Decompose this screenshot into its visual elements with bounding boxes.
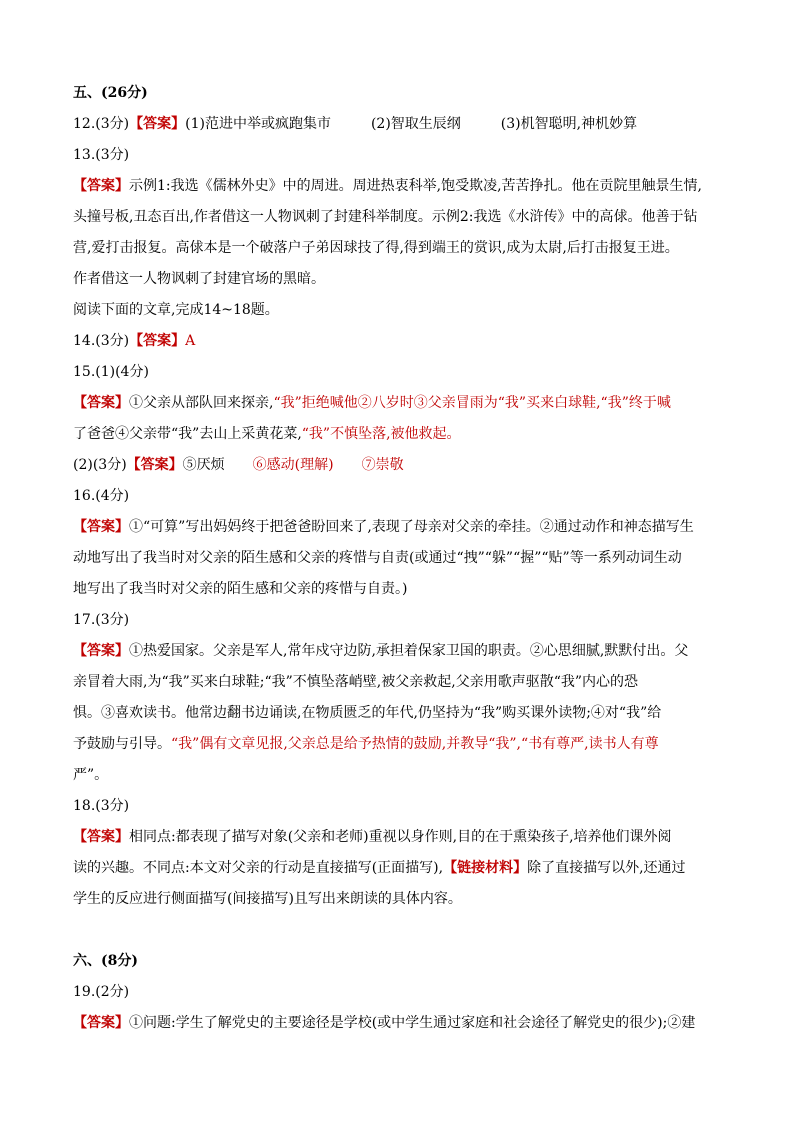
q13-text-1: 示例1:我选《儒林外史》中的周进。周进热衷科举,饱受欺凌,苦苦挣扎。他在贡院里触景生情, bbox=[129, 178, 702, 194]
q19-line-1 bbox=[73, 1008, 723, 1039]
q12-number: 12.(3分) bbox=[73, 116, 130, 132]
q17-answer-tag: 【答案】 bbox=[73, 643, 129, 659]
q12-line bbox=[73, 109, 723, 140]
q16-line-1 bbox=[73, 512, 723, 543]
q17-line-1 bbox=[73, 636, 723, 667]
q15-text-2b: “我”不慎坠落,被他救起。 bbox=[301, 426, 461, 442]
q17-line-2: 亲冒着大雨,为“我”买来白球鞋;“我”不慎坠落峭壁,被父亲救起,父亲用歌声驱散“我”内心的恐 bbox=[73, 674, 639, 690]
q15-part2-answer-c: ⑦崇敬 bbox=[361, 457, 404, 473]
q12-answer-tag: 【答案】 bbox=[129, 116, 186, 132]
q16-answer-tag: 【答案】 bbox=[73, 519, 129, 535]
q17-line-5: 严”。 bbox=[73, 767, 109, 783]
q17-text-4b: “我”偶有文章见报,父亲总是给予热情的鼓励,并教导“我”,“书有尊严,读书人有尊 bbox=[171, 736, 659, 752]
q12-answer-3: (3)机智聪明,神机妙算 bbox=[500, 116, 638, 132]
q18-text-2a: 读的兴趣。不同点:本文对父亲的行动是直接描写(正面描写), bbox=[73, 860, 444, 876]
q15-part2-number: (2)(3分) bbox=[73, 457, 127, 473]
q15-part2-answer-b: ⑥感动(理解) bbox=[252, 457, 334, 473]
q15-part2-answer-a: ⑤厌烦 bbox=[182, 457, 225, 473]
q13-line-3: 营,爱打击报复。高俅本是一个破落户子弟因球技了得,得到端王的赏识,成为太尉,后打击报复王进。 bbox=[73, 240, 679, 256]
q16-line-3: 地写出了我当时对父亲的陌生感和父亲的疼惜与自责。) bbox=[73, 581, 408, 597]
answer-document bbox=[73, 78, 723, 1039]
q18-number: 18.(3分) bbox=[73, 798, 130, 814]
q15-text-1b: “我”拒绝喊他②八岁时③父亲冒雨为“我”买来白球鞋,“我”终于喊 bbox=[273, 395, 671, 411]
q18-link-tag: 【链接材料】 bbox=[443, 860, 528, 876]
q14-answer: A bbox=[185, 333, 196, 349]
q14-answer-tag: 【答案】 bbox=[129, 333, 186, 349]
q13-line-4: 作者借这一人物讽刺了封建官场的黑暗。 bbox=[73, 271, 325, 287]
q17-line-4 bbox=[73, 729, 723, 760]
q17-text-4a: 予鼓励与引导。 bbox=[73, 736, 171, 752]
q19-number: 19.(2分) bbox=[73, 984, 130, 1000]
q15-text-2a: 了爸爸④父亲带“我”去山上采黄花菜, bbox=[73, 426, 302, 442]
q15-answer-tag: 【答案】 bbox=[73, 395, 129, 411]
q17-text-1: ①热爱国家。父亲是军人,常年戍守边防,承担着保家卫国的职责。②心思细腻,默默付出。父 bbox=[129, 643, 689, 659]
reading-instruction: 阅读下面的文章,完成14~18题。 bbox=[73, 302, 279, 318]
q15-number: 15.(1)(4分) bbox=[73, 364, 149, 380]
q13-answer-tag: 【答案】 bbox=[73, 178, 129, 194]
q16-line-2: 动地写出了我当时对父亲的陌生感和父亲的疼惜与自责(或通过“拽”“躲”“握”“贴”等一系列动词生动 bbox=[73, 550, 682, 566]
q15-line-1 bbox=[73, 388, 723, 419]
q12-answer-1: (1)范进中举或疯跑集市 bbox=[185, 116, 331, 132]
q14-line bbox=[73, 326, 723, 357]
q18-line-1 bbox=[73, 822, 723, 853]
q16-text-1: ①“可算”写出妈妈终于把爸爸盼回来了,表现了母亲对父亲的牵挂。②通过动作和神态描写生 bbox=[129, 519, 694, 535]
q16-number: 16.(4分) bbox=[73, 488, 130, 504]
q15-part2-answer-tag: 【答案】 bbox=[126, 457, 183, 473]
q14-number: 14.(3分) bbox=[73, 333, 130, 349]
q13-number: 13.(3分) bbox=[73, 147, 130, 163]
q13-line-2: 头撞号板,丑态百出,作者借这一人物讽刺了封建科举制度。示例2:我选《水浒传》中的高俅。他善于钻 bbox=[73, 209, 698, 225]
q17-number: 17.(3分) bbox=[73, 612, 130, 628]
q18-text-2b: 除了直接描写以外,还通过 bbox=[527, 860, 686, 876]
q13-line-1 bbox=[73, 171, 723, 202]
q15-text-1a: ①父亲从部队回来探亲, bbox=[129, 395, 274, 411]
q18-line-3: 学生的反应进行侧面描写(间接描写)且写出来朗读的具体内容。 bbox=[73, 891, 462, 907]
section-five-title: 五、(26分) bbox=[73, 85, 148, 101]
q18-line-2 bbox=[73, 853, 723, 884]
q15-part2-line bbox=[73, 450, 723, 481]
q18-text-1: 相同点:都表现了描写对象(父亲和老师)重视以身作则,目的在于熏染孩子,培养他们课外阅 bbox=[129, 829, 672, 845]
q17-line-3: 惧。③喜欢读书。他常边翻书边诵读,在物质匮乏的年代,仍坚持为“我”购买课外读物;④对“我”给 bbox=[73, 705, 662, 721]
q18-answer-tag: 【答案】 bbox=[73, 829, 129, 845]
q12-answer-2: (2)智取生辰纲 bbox=[370, 116, 461, 132]
q15-line-2 bbox=[73, 419, 723, 450]
section-six-title: 六、(8分) bbox=[73, 953, 138, 969]
q19-text-1: ①问题:学生了解党史的主要途径是学校(或中学生通过家庭和社会途径了解党史的很少);②建 bbox=[129, 1015, 696, 1031]
q19-answer-tag: 【答案】 bbox=[73, 1015, 129, 1031]
